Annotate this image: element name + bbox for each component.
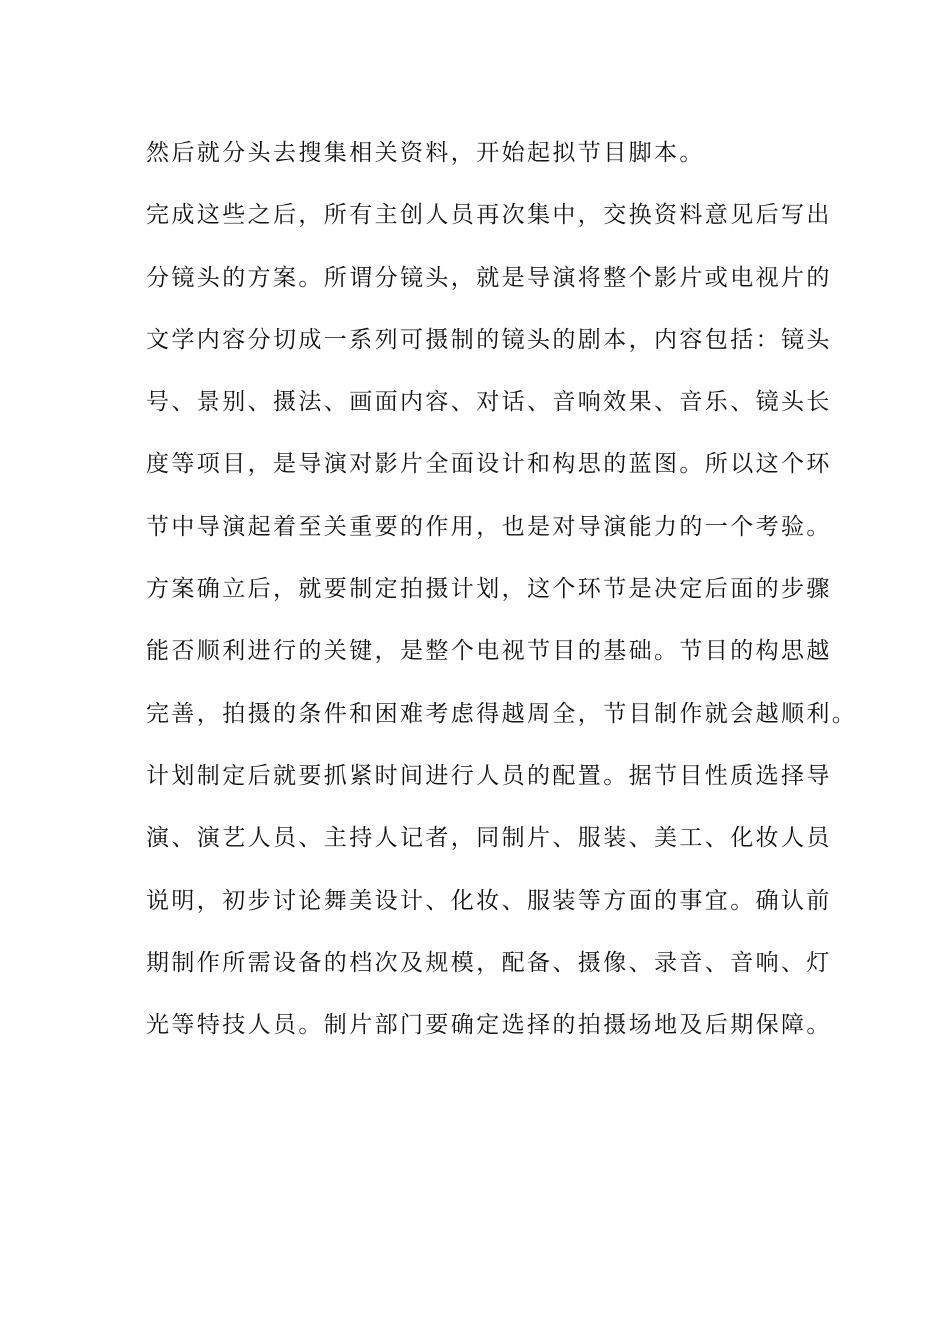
text-line: 能否顺利进行的关键，是整个电视节目的基础。节目的构思越 [146, 638, 832, 665]
text-line: 期制作所需设备的档次及规模，配备、摄像、录音、音响、灯 [146, 949, 832, 976]
text-line: 说明，初步讨论舞美设计、化妆、服装等方面的事宜。确认前 [146, 887, 832, 914]
text-line: 演、演艺人员、主持人记者，同制片、服装、美工、化妆人员 [146, 825, 832, 852]
text-line: 然后就分头去搜集相关资料，开始起拟节目脚本。 [146, 140, 705, 166]
text-line: 分镜头的方案。所谓分镜头，就是导演将整个影片或电视片的 [146, 264, 832, 291]
text-line: 号、景别、摄法、画面内容、对话、音响效果、音乐、镜头长 [146, 389, 832, 416]
text-line: 计划制定后就要抓紧时间进行人员的配置。据节目性质选择导 [146, 762, 832, 789]
text-line: 方案确立后，就要制定拍摄计划，这个环节是决定后面的步骤 [146, 576, 832, 603]
text-line: 度等项目，是导演对影片全面设计和构思的蓝图。所以这个环 [146, 451, 832, 478]
text-line: 光等特技人员。制片部门要确定选择的拍摄场地及后期保障。 [146, 1012, 832, 1039]
text-line: 完成这些之后，所有主创人员再次集中，交换资料意见后写出 [146, 202, 832, 229]
text-line: 完善，拍摄的条件和困难考虑得越周全，节目制作就会越顺利。 [146, 700, 858, 727]
text-line: 文学内容分切成一系列可摄制的镜头的剧本，内容包括：镜头 [146, 326, 832, 353]
body-text [146, 126, 858, 1060]
text-line: 节中导演起着至关重要的作用，也是对导演能力的一个考验。 [146, 513, 832, 540]
